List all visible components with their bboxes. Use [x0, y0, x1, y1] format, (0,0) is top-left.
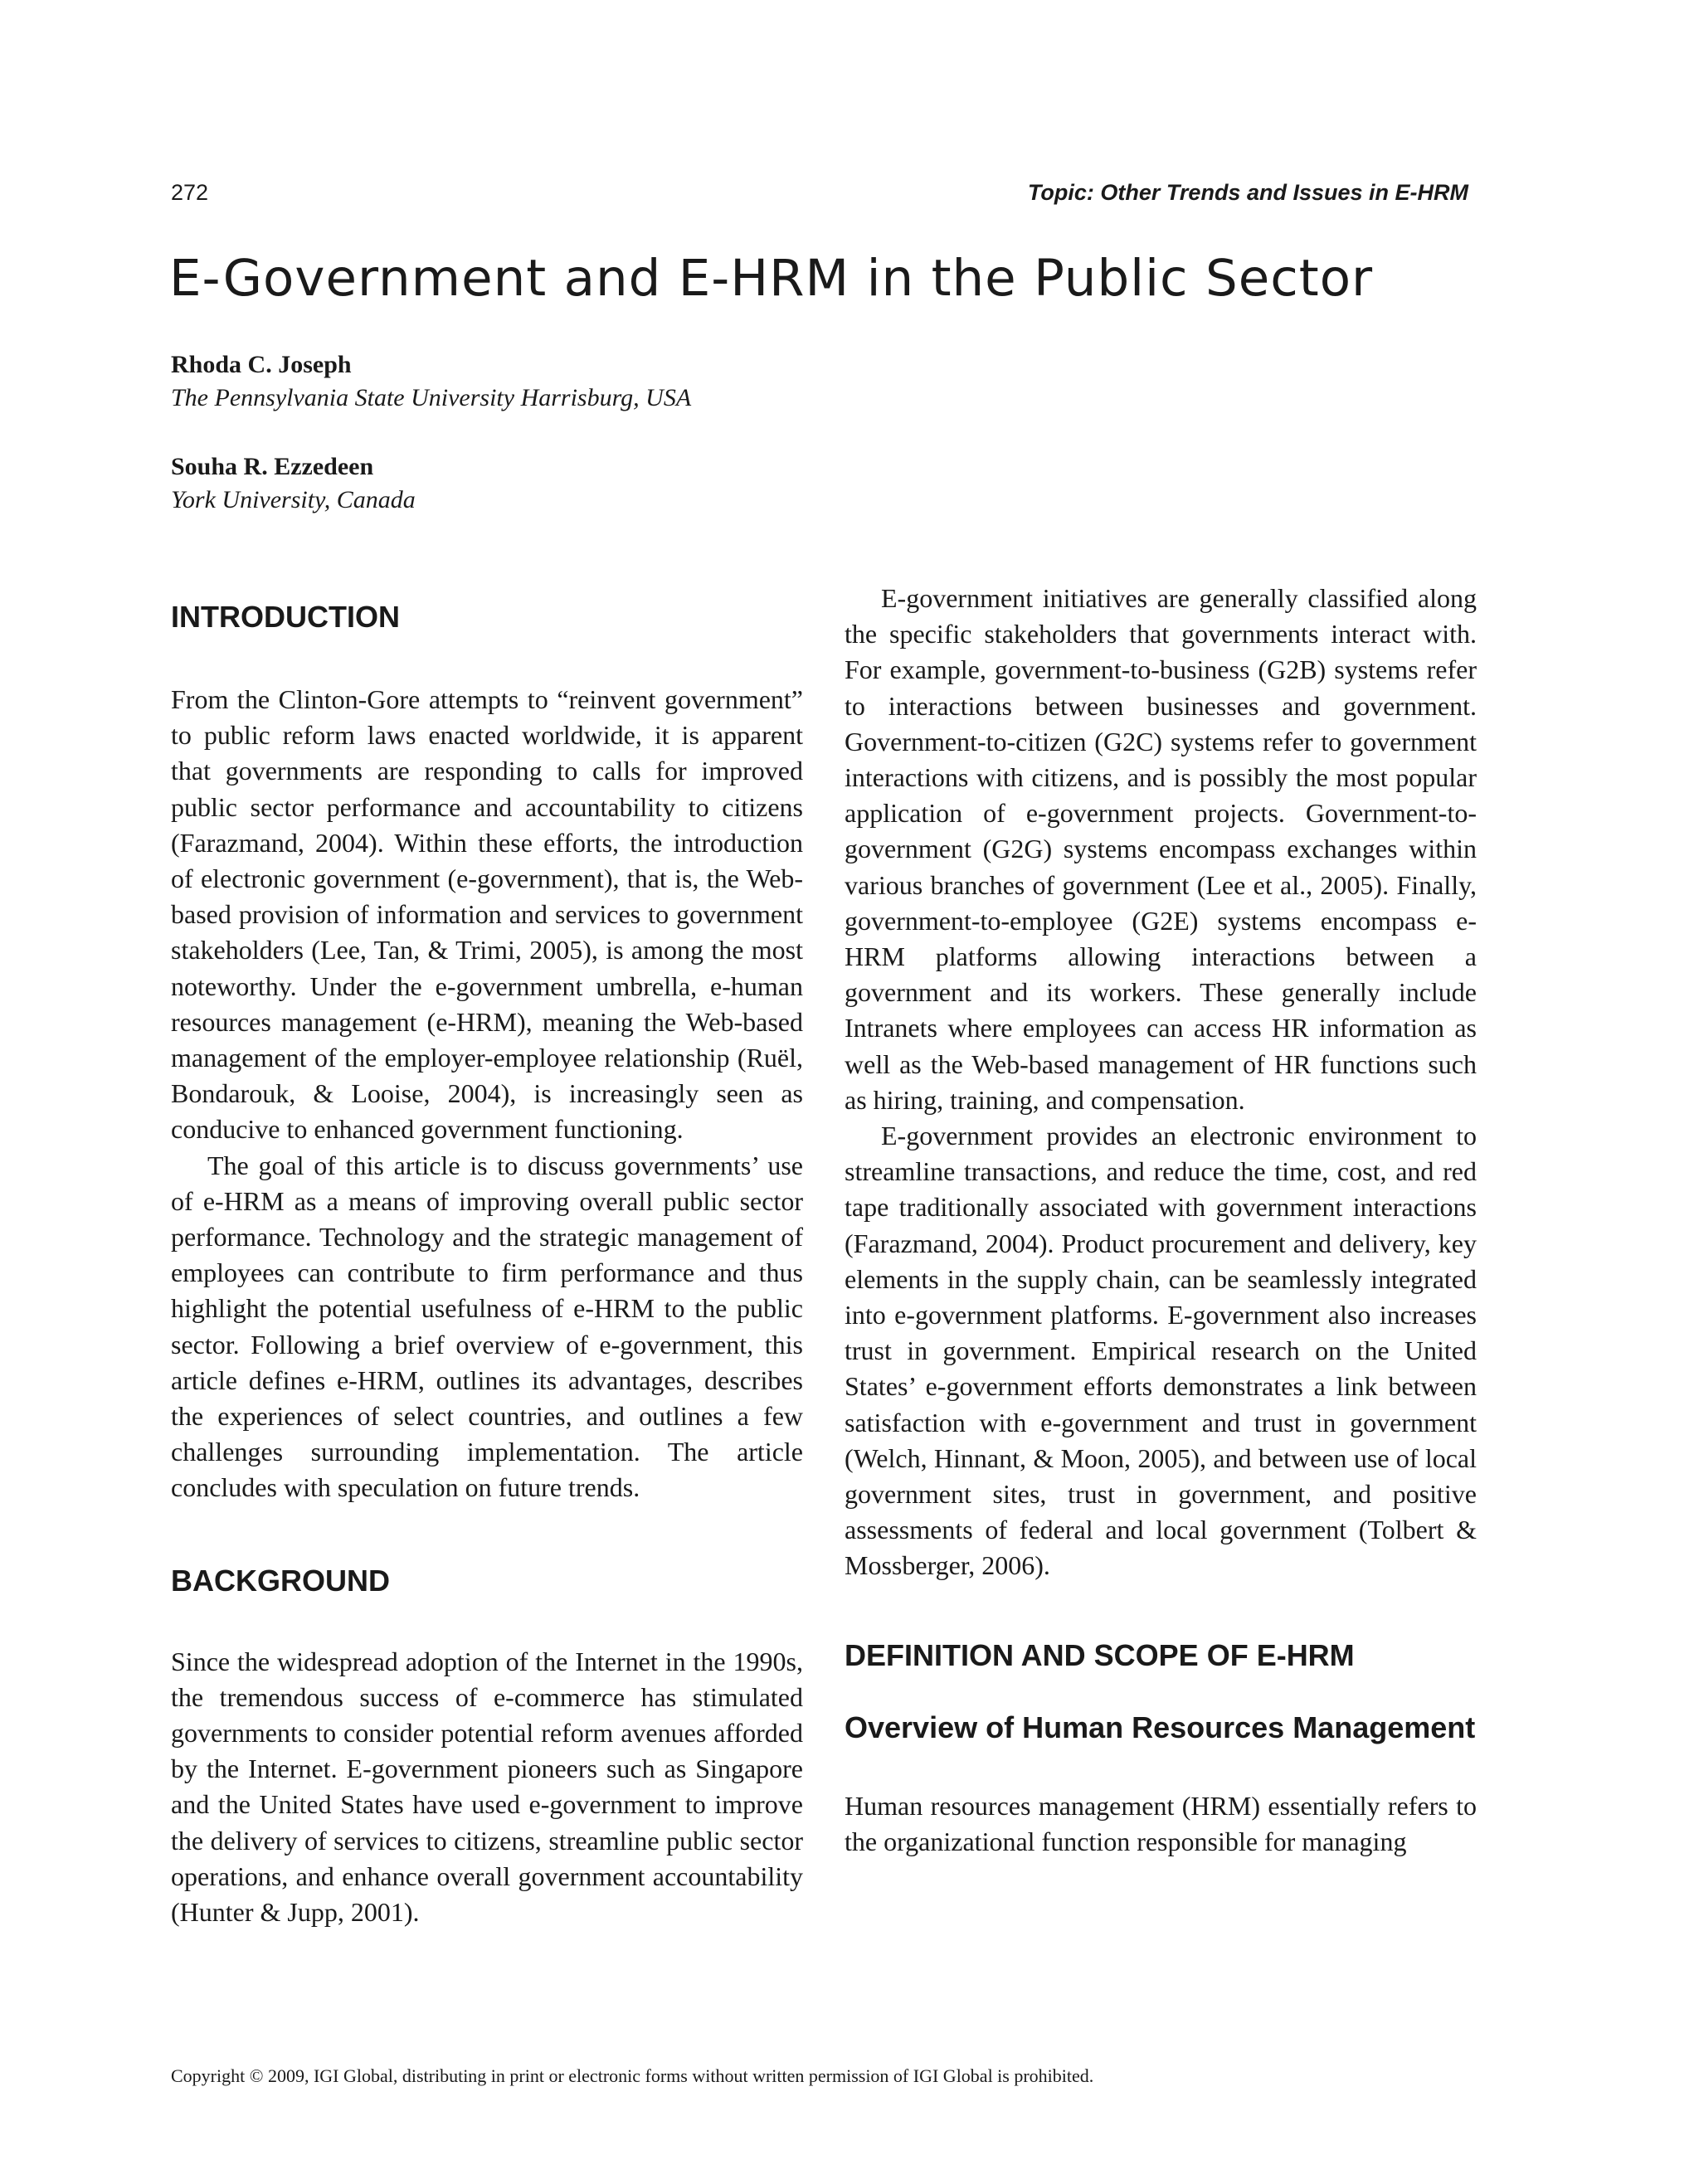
page-number: 272	[171, 180, 209, 205]
author-name: Souha R. Ezzedeen	[171, 453, 374, 480]
background-paragraph-3: E-government provides an electronic environment to streamline transactions, and reduce the time, cost, and red tape traditionally associated with government interactions (Farazmand, 2004). Product procurement and delivery, key elements in the supply chain, can be seamlessly integrated into e-government platforms. E-government also increases trust in government. Empirical research on the United States’ e-government efforts demonstrates a link between satisfaction with e-government and trust in government (Welch, Hinnant, & Moon, 2005), and between use of local government sites, trust in government, and positive assessments of federal and local government (Tolbert & Mossberger, 2006).	[845, 1121, 1477, 1581]
background-paragraph-1: Since the widespread adoption of the Internet in the 1990s, the tremendous success of e-commerce has stimulated governments to consider potential reform avenues afforded by the Internet. E-government pioneers such as Singapore and the United States have used e-government to improve the delivery of services to citizens, streamline public sector operations, and enhance overall government accountability (Hunter & Jupp, 2001).	[171, 1646, 803, 1928]
author-block	[171, 450, 416, 517]
running-head	[171, 180, 1468, 213]
left-column	[171, 581, 803, 1930]
author-affiliation: The Pennsylvania State University Harrisburg, USA	[171, 384, 692, 411]
intro-paragraph-2: The goal of this article is to discuss governments’ use of e-HRM as a means of improving overall public sector performance. Technology and the strategic management of employees can contribute to firm performance and thus highlight the potential usefulness of e-HRM to the public sector. Following a brief overview of e-government, this article defines e-HRM, outlines its advantages, describes the experiences of select countries, and outlines a few challenges surrounding implementation. The article concludes with speculation on future trends.	[171, 1150, 803, 1503]
section-heading-introduction: INTRODUCTION	[171, 600, 400, 634]
definition-paragraph-1: Human resources management (HRM) essentially refers to the organizational function responsible for managing	[845, 1790, 1477, 1856]
copyright-notice: Copyright © 2009, IGI Global, distributing in print or electronic forms without written permission of IGI Global is prohibited.	[171, 2065, 1094, 2086]
author-block	[171, 348, 691, 415]
background-paragraph-2: E-government initiatives are generally classified along the specific stakeholders that governments interact with. For example, government-to-business (G2B) systems refer to interactions between businesses and government. Government-to-citizen (G2C) systems refer to government interactions with citizens, and is possibly the most popular application of e-government projects. Government-to-government (G2G) systems encompass exchanges within various branches of government (Lee et al., 2005). Finally, government-to-employee (G2E) systems encompass e-HRM platforms allowing interactions between a government and its workers. These generally include Intranets where employees can access HR information as well as the Web-based management of HR functions such as hiring, training, and compensation.	[845, 583, 1477, 1115]
author-affiliation: York University, Canada	[171, 486, 416, 513]
section-heading-background: BACKGROUND	[171, 1563, 390, 1598]
topic-label: Topic: Other Trends and Issues in E-HRM	[1027, 180, 1468, 205]
author-name: Rhoda C. Joseph	[171, 351, 352, 378]
section-heading-definition: DEFINITION AND SCOPE OF E-HRM	[845, 1637, 1355, 1672]
article-title: E-Government and E-HRM in the Public Sector	[169, 249, 1374, 308]
subsection-heading-hrm-overview: Overview of Human Resources Management	[845, 1710, 1476, 1744]
intro-paragraph-1: From the Clinton-Gore attempts to “reinvent government” to public reform laws enacted worldwide, it is apparent that governments are responding to calls for improved public sector performance and accountability to citizens (Farazmand, 2004). Within these efforts, the introduction of electronic government (e-government), that is, the Web-based provision of information and services to government stakeholders (Lee, Tan, & Trimi, 2005), is among the most noteworthy. Under the e-government umbrella, e-human resources management (e-HRM), meaning the Web-based management of the employer-employee relationship (Ruël, Bondarouk, & Looise, 2004), is increasingly seen as conducive to enhanced government functioning.	[171, 684, 803, 1145]
right-column	[845, 581, 1477, 1860]
